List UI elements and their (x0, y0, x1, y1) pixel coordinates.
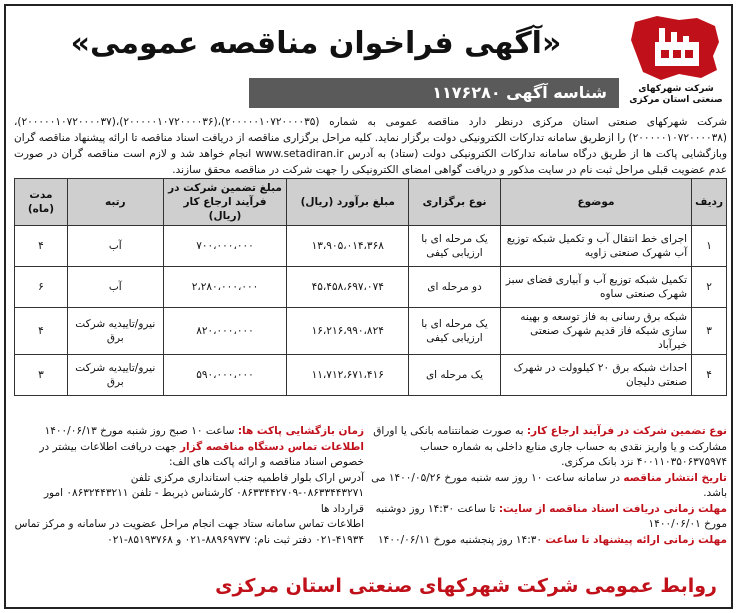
cell-guarantee: ۲،۲۸۰،۰۰۰،۰۰۰ (163, 267, 287, 308)
factory-map-icon (627, 12, 725, 84)
col-header-row-number: ردیف (692, 179, 727, 226)
cell-grade: نیرو/تاییدیه شرکت برق (67, 308, 163, 355)
col-header-subject: موضوع (500, 179, 691, 226)
cell-estimate: ۴۵،۴۵۸،۶۹۷،۰۷۴ (287, 267, 409, 308)
contact-note (14, 440, 364, 471)
cell-estimate: ۱۱،۷۱۲،۶۷۱،۴۱۶ (287, 355, 409, 396)
cell-duration: ۳ (15, 355, 68, 396)
guarantee-note (371, 424, 727, 471)
footer-signature: روابط عمومی شرکت شهرکهای صنعتی استان مرکزی (215, 575, 717, 597)
cell-row-number: ۳ (692, 308, 727, 355)
table-header-row (15, 179, 727, 226)
docs-deadline-title: مهلت زمانی دریافت اسناد مناقصه از سایت: (498, 502, 727, 515)
company-logo (627, 12, 725, 105)
cell-duration: ۶ (15, 267, 68, 308)
docs-deadline-note (371, 502, 727, 533)
cell-guarantee: ۷۰۰،۰۰۰،۰۰۰ (163, 226, 287, 267)
bid-deadline-title: مهلت زمانی ارائه پیشنهاد تا ساعت (545, 533, 727, 546)
cell-row-number: ۴ (692, 355, 727, 396)
col-header-estimate: مبلغ برآورد (ریال) (287, 179, 409, 226)
col-header-guarantee: مبلغ تضمین شرکت در فرآیند ارجاع کار (ریال) (163, 179, 287, 226)
opening-note (14, 424, 364, 440)
contact-text: جهت دریافت اطلاعات بیشتر در خصوص اسناد مناقصه و ارائه پاکت های الف: (39, 440, 364, 468)
col-header-duration: مدت (ماه) (15, 179, 68, 226)
cell-grade: نیرو/تاییدیه شرکت برق (67, 355, 163, 396)
notes-left-column (14, 424, 364, 548)
tender-table (14, 178, 727, 396)
notice-id-bar: شناسه آگهی ۱۱۷۶۲۸۰ (249, 78, 619, 108)
cell-type: یک مرحله ای با ارزیابی کیفی (409, 308, 501, 355)
opening-text: ساعت ۱۰ صبح روز شنبه مورخ ۱۴۰۰/۰۶/۱۳ (44, 425, 235, 437)
cell-grade: آب (67, 226, 163, 267)
cell-duration: ۴ (15, 226, 68, 267)
intro-paragraph: شرکت شهرکهای صنعتی استان مرکزی درنظر دارد مناقصه عمومی به شماره (۲۰۰۰۰۰۱۰۷۲۰۰۰۰۳۵)،(۲۰۰۰۰۰۱۰۷۲۰۰۰۰۳۶)،(۲۰۰۰۰۰۱۰۷۲۰۰۰۰۳۷)،(۲۰۰۰۰۰۱۰۷۲۰۰۰۰۳۸) را ازطریق سامانه تدارکات الکترونیکی دولت برگزار نماید. کلیه مراحل برگزاری مناقصه از دریافت اسناد مناقصه تا ارائه پیشنهاد مناقصه گران وبازگشایی پاکت ها از طریق درگاه سامانه تدارکات الکترونیکی دولت (ستاد) به آدرس www.setadiran.ir انجام خواهد شد و لازم است مناقصه گران در صورت عدم عضویت قبلی مراحل ثبت نام در سایت مذکور و دریافت گواهی امضای الکترونیکی را جهت شرکت در مناقصه محقق سازند. (14, 116, 728, 176)
logo-caption: شرکت شهرکهای صنعتی استان مرکزی (629, 84, 723, 105)
cell-subject: احداث شبکه برق ۲۰ کیلوولت در شهرک صنعتی دلیجان (500, 355, 691, 396)
cell-grade: آب (67, 267, 163, 308)
publish-title: تاریخ انتشار مناقصه (623, 471, 727, 484)
bid-deadline-text: ۱۴:۳۰ روز پنجشنبه مورخ ۱۴۰۰/۰۶/۱۱ (378, 533, 543, 546)
address-text: آدرس اراک بلوار فاطمیه جنب استانداری مرکزی تلفن ۰۸۶۳۳۴۴۳۲۷۱-۰۸۶۳۳۴۴۲۷۰۹ کارشناس ذیربط - تلفن ۰۸۶۳۲۴۴۳۲۱۱ امور قرارداد ها (43, 471, 364, 515)
col-header-grade: رتبه (67, 179, 163, 226)
guarantee-text: به صورت ضمانتنامه بانکی یا اوراق مشارکت و یا واریز نقدی به حساب جاری منابع داخلی به شماره حساب ۴۰۰۱۱۰۳۵۰۶۳۷۵۹۷۴ نزد بانک مرکزی. (373, 425, 727, 468)
cell-subject: شبکه برق رسانی به فاز توسعه و بهینه سازی شبکه فاز قدیم شهرک صنعتی خیرآباد (500, 308, 691, 355)
cell-estimate: ۱۶،۲۱۶،۹۹۰،۸۲۴ (287, 308, 409, 355)
cell-type: یک مرحله ای (409, 355, 501, 396)
col-header-type: نوع برگزاری (409, 179, 501, 226)
bid-deadline-note (371, 533, 727, 549)
page-title: «آگهی فراخوان مناقصه عمومی» (70, 26, 562, 61)
publish-text: در سامانه ساعت ۱۰ روز سه شنبه مورخ ۱۴۰۰/۰۵/۲۶ می باشد. (371, 471, 727, 499)
setad-contact-text: اطلاعات تماس سامانه ستاد جهت انجام مراحل عضویت در سامانه و مرکز تماس ۴۱۹۳۴-۰۲۱ دفتر ثبت نام: ۸۸۹۶۹۷۳۷-۰۲۱ و ۸۵۱۹۳۷۶۸-۰۲۱ (14, 518, 364, 546)
table-row (15, 308, 727, 355)
table-row (15, 226, 727, 267)
publish-note (371, 471, 727, 502)
notes-section (14, 424, 727, 564)
cell-subject: اجرای خط انتقال آب و تکمیل شبکه توزیع آب شهرک صنعتی زاویه (500, 226, 691, 267)
cell-row-number: ۲ (692, 267, 727, 308)
docs-deadline-text: تا ساعت ۱۴:۳۰ روز دوشنبه مورخ ۱۴۰۰/۰۶/۰۱ (375, 502, 727, 530)
cell-guarantee: ۵۹۰،۰۰۰،۰۰۰ (163, 355, 287, 396)
cell-row-number: ۱ (692, 226, 727, 267)
cell-guarantee: ۸۲۰،۰۰۰،۰۰۰ (163, 308, 287, 355)
cell-subject: تکمیل شبکه توزیع آب و آبیاری فضای سبز شهرک صنعتی ساوه (500, 267, 691, 308)
cell-duration: ۴ (15, 308, 68, 355)
cell-type: دو مرحله ای (409, 267, 501, 308)
table-row (15, 267, 727, 308)
notice-frame (4, 4, 733, 609)
contact-title: اطلاعات تماس دستگاه مناقصه گزار (179, 440, 364, 453)
cell-type: یک مرحله ای با ارزیابی کیفی (409, 226, 501, 267)
notes-right-column (371, 424, 727, 548)
cell-estimate: ۱۳،۹۰۵،۰۱۴،۳۶۸ (287, 226, 409, 267)
table-row (15, 355, 727, 396)
guarantee-title: نوع تضمین شرکت در فرآیند ارجاع کار: (526, 425, 727, 437)
opening-title: زمان بازگشایی پاکت ها: (237, 425, 364, 437)
